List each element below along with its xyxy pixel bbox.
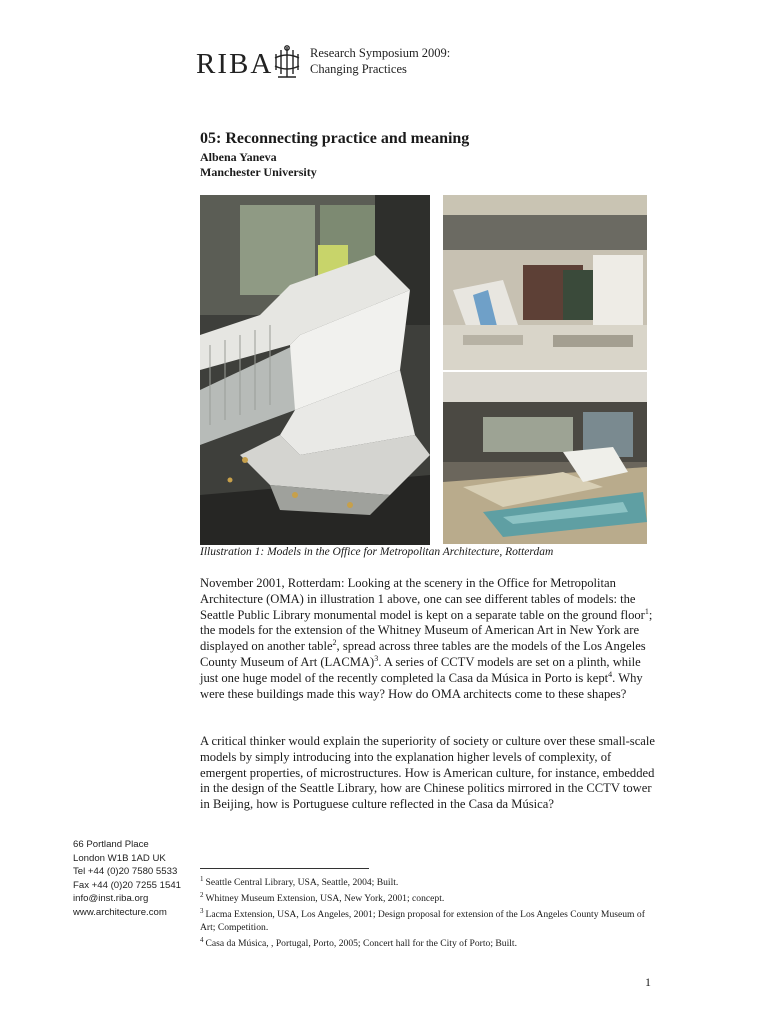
footnote-4 bbox=[200, 934, 655, 950]
footnote-number: 3 bbox=[200, 907, 204, 915]
footnote-number: 1 bbox=[200, 875, 204, 883]
photo-models-office bbox=[443, 195, 647, 370]
symposium-heading bbox=[310, 45, 450, 77]
page-number: 1 bbox=[645, 975, 651, 989]
footnote-ref-3: 3 bbox=[374, 653, 379, 663]
body-paragraph-1 bbox=[200, 576, 658, 702]
footnote-text: Lacma Extension, USA, Los Angeles, 2001; Design proposal for extension of the Los Angeles County Museum of Art; Competition. bbox=[200, 909, 645, 933]
article-title: 05: Reconnecting practice and meaning bbox=[200, 130, 470, 147]
contact-block bbox=[73, 838, 181, 920]
figure-caption: Illustration 1: Models in the Office for Metropolitan Architecture, Rotterdam bbox=[200, 546, 554, 558]
symposium-line1: Research Symposium 2009: bbox=[310, 46, 451, 60]
footnote-divider bbox=[200, 868, 369, 869]
contact-tel: Tel +44 (0)20 7580 5533 bbox=[73, 866, 178, 878]
footnote-ref-4: 4 bbox=[608, 669, 613, 679]
photo-white-model bbox=[200, 195, 430, 545]
contact-email[interactable]: info@inst.riba.org bbox=[73, 893, 149, 905]
article-author: Albena Yaneva bbox=[200, 150, 277, 164]
footnote-1 bbox=[200, 873, 655, 889]
footnote-3 bbox=[200, 905, 655, 934]
footnote-text: Seattle Central Library, USA, Seattle, 2004; Built. bbox=[205, 877, 399, 888]
p1-text-4: . A series of CCTV models are set on a plinth, while just one huge model of the recently completed la Casa da Música in Porto is kept bbox=[200, 654, 641, 685]
contact-fax: Fax +44 (0)20 7255 1541 bbox=[73, 879, 182, 891]
p1-text-3: , spread across three tables are the models of the Los Angeles County Museum of Art (LACMA) bbox=[200, 639, 646, 669]
article-affiliation: Manchester University bbox=[200, 165, 317, 179]
p1-text-1: November 2001, Rotterdam: Looking at the scenery in the Office for Metropolitan Architecture (OMA) in illustration 1 above, one can see different tables of models: the Seattle Public Library monumental model is kept on a separate table on the ground floor bbox=[200, 576, 645, 622]
footnotes bbox=[200, 873, 655, 950]
riba-crest-icon bbox=[272, 44, 302, 80]
footnote-number: 2 bbox=[200, 891, 204, 899]
contact-address-line1: 66 Portland Place bbox=[73, 839, 149, 850]
p1-text-5: . Why were these buildings made this way? How do OMA architects come to these shapes? bbox=[200, 670, 643, 701]
p1-text-2: ; the models for the extension of the Whitney Museum of American Art in New York are displayed on another table bbox=[200, 607, 653, 654]
footnote-ref-1: 1 bbox=[644, 606, 649, 616]
footnote-2 bbox=[200, 889, 655, 905]
footnote-text: Whitney Museum Extension, USA, New York, 2001; concept. bbox=[205, 893, 445, 904]
symposium-line2: Changing Practices bbox=[310, 62, 407, 76]
contact-website[interactable]: www.architecture.com bbox=[73, 906, 167, 918]
footnote-text: Casa da Música, , Portugal, Porto, 2005; Concert hall for the City of Porto; Built. bbox=[205, 938, 517, 949]
footnote-ref-2: 2 bbox=[332, 638, 337, 648]
photo-model-tables bbox=[443, 372, 647, 544]
riba-logo-text: RIBA bbox=[196, 48, 274, 80]
body-paragraph-2: A critical thinker would explain the superiority of society or culture over these small-scale models by simply introducing into the explanation higher levels of complexity, of emergent properties, of microstructures. How is American culture, for instance, embedded in the design of the Seattle Library, how are Chinese politics mirrored in the CCTV tower in Beijing, how is Portuguese culture reflected in the Casa da Música? bbox=[200, 734, 655, 812]
contact-address-line2: London W1B 1AD UK bbox=[73, 852, 166, 864]
footnote-number: 4 bbox=[200, 936, 204, 944]
